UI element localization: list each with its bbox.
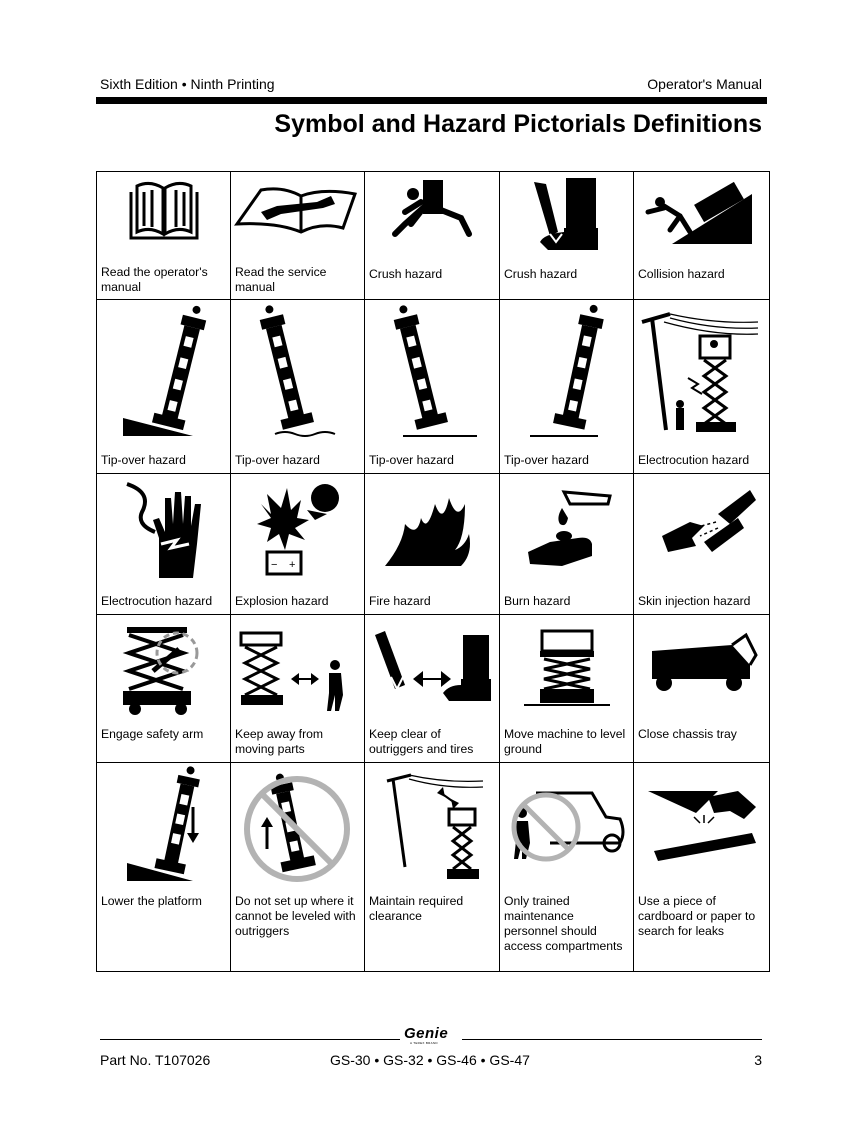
table-cell [365,300,500,474]
no-setup-unlevel-icon [231,763,365,893]
burn-hazard-icon [500,474,634,586]
table-cell [97,474,231,615]
electrocution-hand-icon [97,474,231,586]
table-cell [634,763,770,972]
trained-personnel-icon [500,763,634,893]
lower-platform-icon [97,763,231,893]
moving-parts-icon [231,615,365,723]
part-number: Part No. T107026 [100,1052,211,1068]
table-cell [500,615,634,763]
table-cell [97,763,231,972]
crush-hazard-foot-icon [500,172,634,262]
page-title: Symbol and Hazard Pictorials Definitions [274,110,762,138]
table-cell [500,300,634,474]
genie-logo-tagline: A TEREX BRAND [410,1041,438,1045]
table-cell [231,300,365,474]
pictorial-table [96,171,770,972]
page-number: 3 [754,1052,762,1068]
tip-over-soft-ground-icon [231,300,365,445]
model-list: GS-30 • GS-32 • GS-46 • GS-47 [330,1052,530,1068]
operator-manual-icon [97,172,231,262]
table-cell [231,615,365,763]
skin-injection-icon [634,474,770,586]
manual-name-text: Operator's Manual [647,76,762,92]
fire-hazard-icon [365,474,500,586]
cell-label: Burn hazard [504,594,571,608]
cardboard-leak-search-icon [634,763,770,893]
tip-over-slope-icon [97,300,231,445]
cell-label: Collision hazard [638,267,725,281]
table-cell [634,474,770,615]
svg-text:−: − [271,559,278,571]
cell-label: Crush hazard [369,267,443,281]
table-row [97,300,770,474]
cell-label: Tip-over hazard [235,453,320,467]
cell-label: Lower the platform [101,894,202,908]
required-clearance-icon [365,763,500,893]
table-cell [365,615,500,763]
header-rule [96,97,767,104]
cell-label: Maintain required clearance [369,894,464,923]
table-cell [231,474,365,615]
level-ground-icon [500,615,634,723]
electrocution-power-line-icon [634,300,770,445]
cell-label: Read the service manual [235,265,327,294]
cell-label: Keep clear of outriggers and tires [369,727,474,756]
table-row [97,474,770,615]
safety-arm-icon [97,615,231,723]
table-cell [97,300,231,474]
table-row [97,172,770,300]
footer-rule-right [462,1039,762,1040]
service-manual-icon [231,172,365,262]
cell-label: Fire hazard [369,594,431,608]
cell-label: Close chassis tray [638,727,737,741]
outriggers-tires-icon [365,615,500,723]
explosion-hazard-icon [231,474,365,586]
table-row [97,615,770,763]
collision-hazard-icon [634,172,770,262]
cell-label: Skin injection hazard [638,594,751,608]
genie-logo: Genie [404,1025,449,1042]
crush-hazard-person-icon [365,172,500,262]
table-cell [97,615,231,763]
svg-text:+: + [289,559,296,571]
table-row [97,763,770,972]
table-cell [500,172,634,300]
footer-rule-left [100,1039,400,1040]
tip-over-hole-icon [365,300,500,445]
table-cell [97,172,231,300]
cell-label: Tip-over hazard [101,453,186,467]
table-cell [365,172,500,300]
table-cell [500,474,634,615]
cell-label: Tip-over hazard [369,453,454,467]
edition-text: Sixth Edition • Ninth Printing [100,76,275,92]
cell-label: Only trained maintenance personnel should access compartments [504,894,623,953]
cell-label: Read the operator's manual [101,265,208,294]
cell-label: Move machine to level ground [504,727,626,756]
cell-label: Crush hazard [504,267,578,281]
table-cell [634,172,770,300]
cell-label: Tip-over hazard [504,453,589,467]
chassis-tray-icon [634,615,770,723]
cell-label: Do not set up where it cannot be leveled with outriggers [235,894,356,938]
table-cell [231,763,365,972]
cell-label: Electrocution hazard [101,594,213,608]
table-cell [634,615,770,763]
cell-label: Keep away from moving parts [235,727,324,756]
cell-label: Engage safety arm [101,727,204,741]
table-cell [500,763,634,972]
table-cell [634,300,770,474]
tip-over-obstacle-icon [500,300,634,445]
cell-label: Electrocution hazard [638,453,750,467]
table-cell [365,474,500,615]
cell-label: Explosion hazard [235,594,329,608]
table-cell [231,172,365,300]
cell-label: Use a piece of cardboard or paper to search for leaks [638,894,756,938]
table-cell [365,763,500,972]
